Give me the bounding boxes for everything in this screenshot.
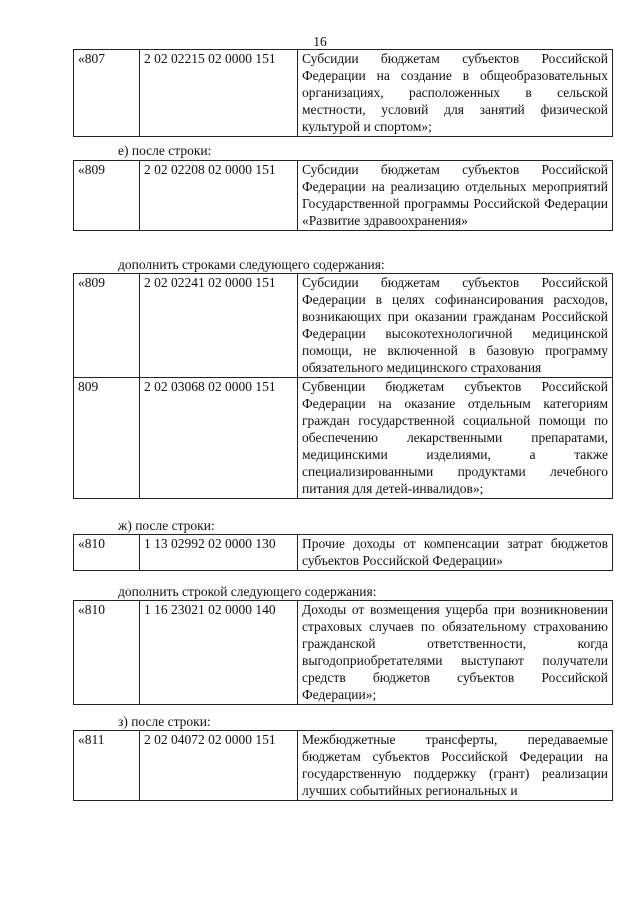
row-kbk: 2 02 02208 02 0000 151: [140, 161, 298, 231]
section-heading-e: е) после строки:: [118, 143, 212, 158]
table-row: [74, 601, 613, 705]
row-code: «807: [74, 50, 140, 137]
section-heading-add-rows: дополнить строками следующего содержания:: [118, 257, 385, 272]
row-code: «810: [74, 601, 140, 705]
table-row: [74, 161, 613, 231]
table-row: [74, 378, 613, 499]
row-description: Доходы от возмещения ущерба при возникновении страховых случаев по обязательному страхованию гражданской ответственности, когда выгодоприобретателями выступают получатели средств бюджетов субъектов Российской Федерации»;: [298, 601, 613, 705]
row-code: 809: [74, 378, 140, 499]
table-810-b: [73, 600, 613, 705]
table-row: [74, 535, 613, 571]
row-code: «811: [74, 731, 140, 801]
section-heading-z: з) после строки:: [118, 714, 211, 729]
row-description: Прочие доходы от компенсации затрат бюджетов субъектов Российской Федерации»: [298, 535, 613, 571]
row-description: Субсидии бюджетам субъектов Российской Федерации на реализацию отдельных мероприятий Государственной программы Российской Федерации «Развитие здравоохранения»: [298, 161, 613, 231]
row-description: Субсидии бюджетам субъектов Российской Федерации в целях софинансирования расходов, возникающих при оказании гражданам Российской Федерации высокотехнологичной медицинской помощи, не включенной в базовую программу обязательного медицинского страхования: [298, 274, 613, 378]
row-kbk: 1 16 23021 02 0000 140: [140, 601, 298, 705]
table-row: [74, 731, 613, 801]
row-kbk: 2 02 03068 02 0000 151: [140, 378, 298, 499]
section-heading-add-row: дополнить строкой следующего содержания:: [118, 584, 377, 599]
row-kbk: 2 02 02215 02 0000 151: [140, 50, 298, 137]
row-description: Межбюджетные трансферты, передаваемые бюджетам субъектов Российской Федерации на государственную поддержку (грант) реализации лучших событийных региональных и: [298, 731, 613, 801]
row-description: Субвенции бюджетам субъектов Российской Федерации на оказание отдельным категориям граждан государственной социальной помощи по обеспечению лекарственными препаратами, медицинскими изделиями, а также специализированными продуктами лечебного питания для детей-инвалидов»;: [298, 378, 613, 499]
table-809-b: [73, 273, 613, 499]
row-code: «810: [74, 535, 140, 571]
table-807: [73, 49, 613, 137]
row-code: «809: [74, 274, 140, 378]
section-heading-zh: ж) после строки:: [118, 518, 215, 533]
table-810-a: [73, 534, 613, 571]
table-809-a: [73, 160, 613, 231]
table-row: [74, 274, 613, 378]
row-kbk: 2 02 04072 02 0000 151: [140, 731, 298, 801]
table-811: [73, 730, 613, 801]
page-number: 16: [313, 34, 327, 49]
row-kbk: 2 02 02241 02 0000 151: [140, 274, 298, 378]
row-description: Субсидии бюджетам субъектов Российской Федерации на создание в общеобразовательных организациях, расположенных в сельской местности, условий для занятий физической культурой и спортом»;: [298, 50, 613, 137]
table-row: [74, 50, 613, 137]
row-kbk: 1 13 02992 02 0000 130: [140, 535, 298, 571]
row-code: «809: [74, 161, 140, 231]
